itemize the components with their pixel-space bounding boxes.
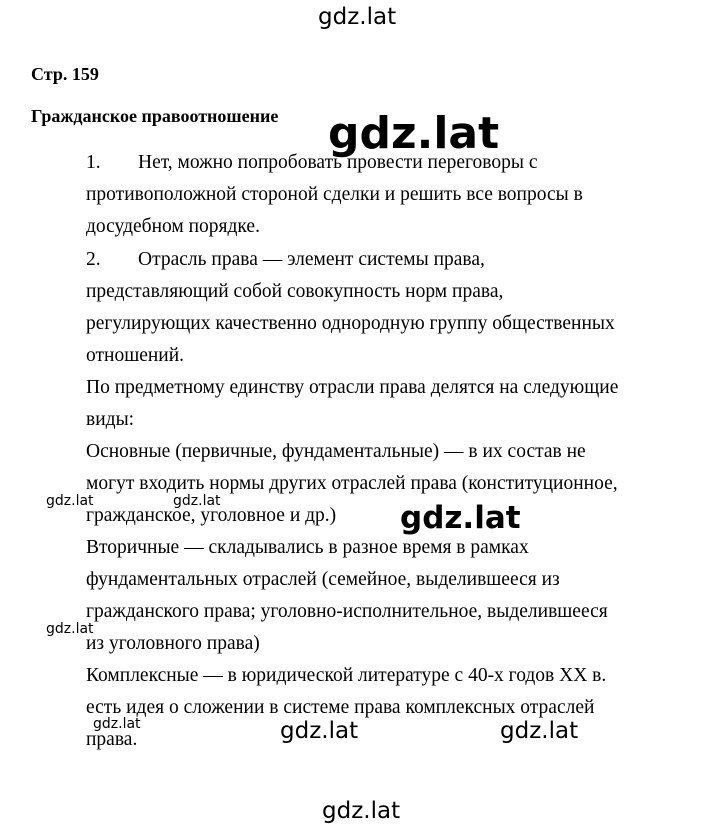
text-line: гражданского права; уголовно-исполнительное, выделившееся xyxy=(86,601,608,622)
list-item-number: 1. xyxy=(86,152,101,173)
text-line: фундаментальных отраслей (семейное, выделившееся из xyxy=(86,569,560,590)
text-line: отношений. xyxy=(86,345,185,366)
text-line: есть идея о сложении в системе права комплексных отраслей xyxy=(86,697,595,718)
text-line: По предметному единству отрасли права делятся на следующие xyxy=(86,377,619,398)
text-line: виды: xyxy=(86,409,135,430)
list-item-text: Нет, можно попробовать провести переговоры с xyxy=(138,152,538,173)
list-item-number: 2. xyxy=(86,249,101,270)
watermark-small: gdz.lat xyxy=(93,716,141,732)
watermark-small: gdz.lat xyxy=(46,621,94,637)
text-line: регулирующих качественно однородную группу общественных xyxy=(86,313,615,334)
watermark-bottom-right: gdz.lat xyxy=(500,718,579,744)
text-line: противоположной стороной сделки и решить все вопросы в xyxy=(86,184,583,205)
text-line: Основные (первичные, фундаментальные) — в их состав не xyxy=(86,441,586,462)
list-item-2 xyxy=(86,250,485,270)
watermark-middle: gdz.lat xyxy=(400,500,521,536)
text-line: могут входить нормы других отраслей права (конституционное, xyxy=(86,473,618,494)
text-line: досудебном порядке. xyxy=(86,216,260,237)
text-line: гражданское, уголовное и др.) xyxy=(86,505,337,526)
watermark-bottom-left: gdz.lat xyxy=(280,718,359,744)
watermark-small: gdz.lat xyxy=(173,493,221,509)
watermark-top: gdz.lat xyxy=(318,4,397,30)
text-line: права. xyxy=(86,729,138,750)
page-label: Стр. 159 xyxy=(31,64,99,84)
text-line: из уголовного права) xyxy=(86,633,260,654)
section-title: Гражданское правоотношение xyxy=(31,106,279,126)
text-line: Вторичные — складывались в разное время в рамках xyxy=(86,537,529,558)
watermark-bottom: gdz.lat xyxy=(322,798,401,824)
watermark-small: gdz.lat xyxy=(46,493,94,509)
text-line: Комплексные — в юридической литературе с 40-х годов XX в. xyxy=(86,665,607,686)
watermark-large: gdz.lat xyxy=(328,108,500,159)
text-line: представляющий собой совокупность норм права, xyxy=(86,281,504,302)
list-item-text: Отрасль права — элемент системы права, xyxy=(138,249,485,270)
